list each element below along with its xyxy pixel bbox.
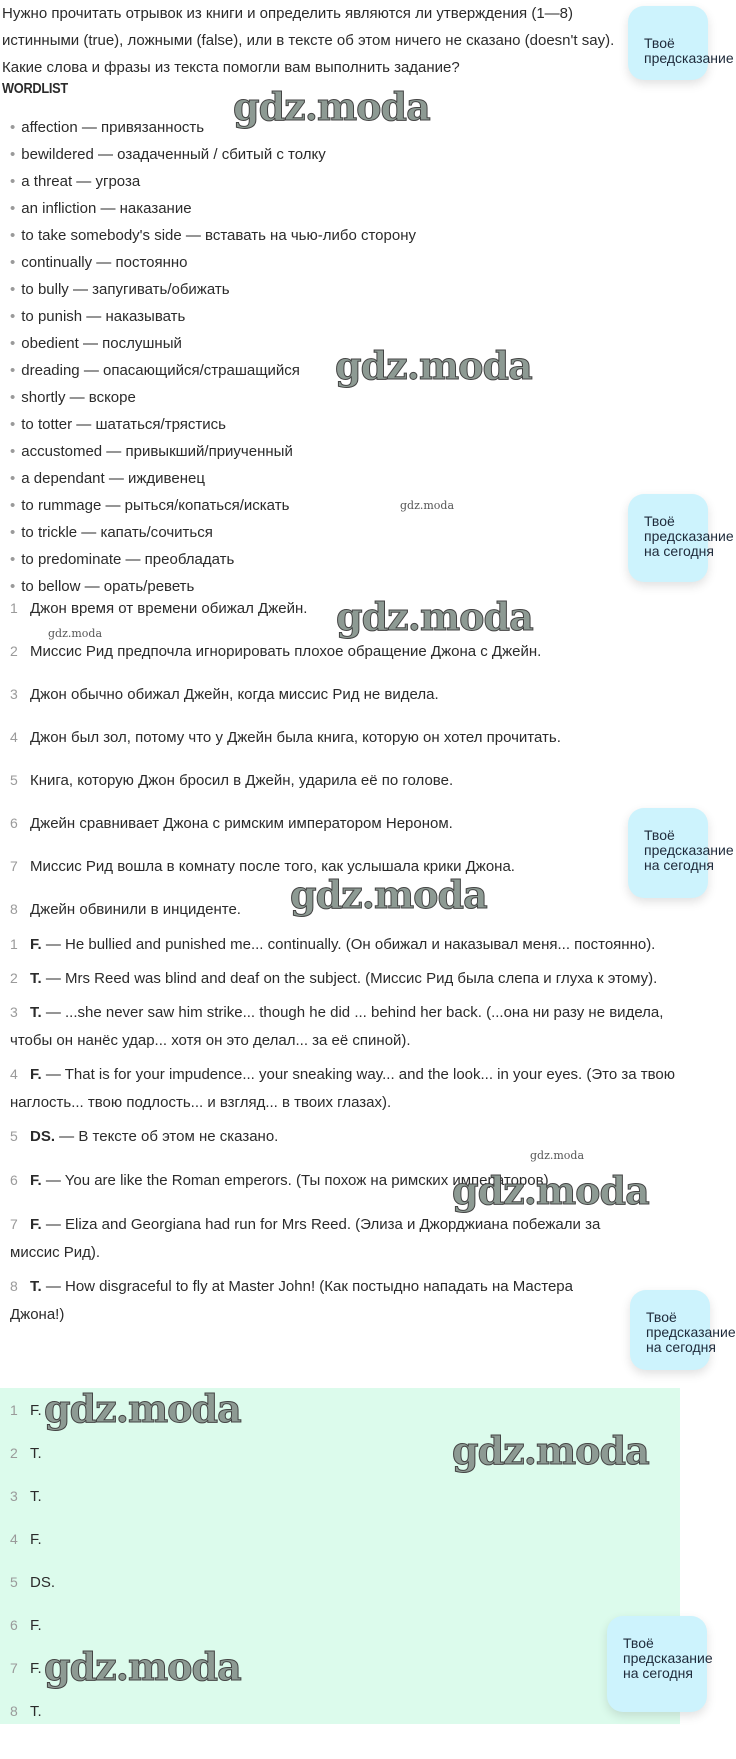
explanation-item xyxy=(10,1272,678,1334)
ad-bubble[interactable] xyxy=(628,6,734,80)
answer-value: F. xyxy=(30,1402,42,1419)
wordlist-text: dreading — опасающийся/страшащийся xyxy=(21,362,300,379)
answer-mark: F. xyxy=(30,1216,42,1233)
explanation-number: 7 xyxy=(10,1216,18,1232)
statements-list xyxy=(10,594,561,941)
bullet-icon: • xyxy=(10,416,16,433)
explanation-text: — ...she never saw him strike... though he did ... behind her back. (...она ни разу не видела, чтобы он нанёс удар... хотя он это делал... за её спиной). xyxy=(10,1004,664,1049)
wordlist-text: a threat — угроза xyxy=(21,173,141,190)
answer-number: 3 xyxy=(10,1488,18,1504)
watermark-logo: gdz.moda xyxy=(233,84,430,129)
bullet-icon: • xyxy=(10,281,16,298)
watermark-logo: gdz.moda xyxy=(530,1149,585,1162)
wordlist-text: to bully — запугивать/обижать xyxy=(21,281,230,298)
watermark-logo: gdz.moda xyxy=(290,872,487,917)
wordlist-text: an infliction — наказание xyxy=(21,200,192,217)
task-description xyxy=(2,0,622,81)
statement-number: 5 xyxy=(10,772,18,788)
ad-text: на сегодня xyxy=(646,1339,716,1355)
statement-number: 2 xyxy=(10,643,18,659)
bullet-icon: • xyxy=(10,362,16,379)
bullet-icon: • xyxy=(10,389,16,406)
wordlist-item xyxy=(10,222,416,249)
answer-value: DS. xyxy=(30,1574,56,1591)
explanation-number: 6 xyxy=(10,1172,18,1188)
wordlist-item xyxy=(10,303,416,330)
answer-value: T. xyxy=(30,1488,42,1505)
ad-bubble[interactable] xyxy=(607,1616,713,1712)
watermark-logo: gdz.moda xyxy=(400,499,455,512)
answer-item xyxy=(10,1571,55,1593)
statement-item xyxy=(10,812,561,855)
ad-text: Твоё xyxy=(644,35,675,51)
answer-item xyxy=(10,1657,42,1679)
wordlist-item xyxy=(10,114,416,141)
explanation-text: — How disgraceful to fly at Master John! (Как постыдно нападать на Мастера Джона!) xyxy=(10,1278,573,1323)
intro-line: истинными (true), ложными (false), или в тексте об этом ничего не сказано (doesn't say). xyxy=(2,32,615,49)
wordlist-title: WORDLIST xyxy=(2,80,68,97)
bullet-icon: • xyxy=(10,470,16,487)
wordlist-text: a dependant — иждивенец xyxy=(21,470,205,487)
statement-text: Джон обычно обижал Джейн, когда миссис Рид не видела. xyxy=(30,686,439,703)
wordlist-text: to rummage — рыться/копаться/искать xyxy=(21,497,290,514)
statement-item xyxy=(10,855,561,898)
ad-text: Твоё xyxy=(644,513,675,529)
ad-text: предсказание xyxy=(644,50,734,66)
wordlist-text: to predominate — преобладать xyxy=(21,551,235,568)
ad-bubble[interactable] xyxy=(628,494,734,582)
wordlist-text: to take somebody's side — вставать на чью-либо сторону xyxy=(21,227,416,244)
wordlist-item xyxy=(10,573,416,600)
answer-item xyxy=(10,1399,42,1421)
statement-item xyxy=(10,726,561,769)
statement-number: 1 xyxy=(10,600,18,616)
wordlist-item xyxy=(10,438,416,465)
explanation-item xyxy=(10,964,678,998)
answer-value: T. xyxy=(30,1445,42,1462)
wordlist-item xyxy=(10,195,416,222)
wordlist-item xyxy=(10,357,416,384)
answer-mark: F. xyxy=(30,1172,42,1189)
statement-number: 6 xyxy=(10,815,18,831)
bullet-icon: • xyxy=(10,146,16,163)
wordlist-item xyxy=(10,249,416,276)
wordlist-text: affection — привязанность xyxy=(21,119,205,136)
ad-text: Твоё xyxy=(623,1635,654,1651)
answer-item xyxy=(10,1528,42,1550)
ad-bubble[interactable] xyxy=(630,1290,736,1370)
statement-text: Книга, которую Джон бросил в Джейн, ударила её по голове. xyxy=(30,772,454,789)
statement-text: Джейн сравнивает Джона с римским императором Нероном. xyxy=(30,815,453,832)
bullet-icon: • xyxy=(10,551,16,568)
explanation-number: 8 xyxy=(10,1278,18,1294)
wordlist-text: to totter — шататься/трястись xyxy=(21,416,226,433)
watermark-logo: gdz.moda xyxy=(335,343,532,388)
explanation-text: — Mrs Reed was blind and deaf on the subject. (Миссис Рид была слепа и глуха к этому). xyxy=(41,970,658,987)
answer-mark: F. xyxy=(30,1066,42,1083)
bullet-icon: • xyxy=(10,119,16,136)
answer-number: 6 xyxy=(10,1617,18,1633)
watermark-logo: gdz.moda xyxy=(44,1386,241,1431)
statement-text: Джон время от времени обижал Джейн. xyxy=(30,600,308,617)
bullet-icon: • xyxy=(10,497,16,514)
explanation-item xyxy=(10,1122,678,1166)
answer-number: 5 xyxy=(10,1574,18,1590)
statement-number: 8 xyxy=(10,901,18,917)
watermark-logo: gdz.moda xyxy=(44,1644,241,1689)
answer-item xyxy=(10,1700,42,1722)
wordlist-text: to bellow — орать/реветь xyxy=(21,578,195,595)
ad-bubble[interactable] xyxy=(628,808,734,898)
answer-value: T. xyxy=(30,1703,42,1720)
ad-text: предсказание xyxy=(646,1324,736,1340)
answer-number: 2 xyxy=(10,1445,18,1461)
bullet-icon: • xyxy=(10,524,16,541)
wordlist-item xyxy=(10,411,416,438)
bullet-icon: • xyxy=(10,173,16,190)
wordlist-text: obedient — послушный xyxy=(21,335,182,352)
statement-number: 3 xyxy=(10,686,18,702)
answer-mark: DS. xyxy=(30,1128,56,1145)
bullet-icon: • xyxy=(10,227,16,244)
explanation-text: — You are like the Roman emperors. (Ты похож на римских императоров). xyxy=(41,1172,553,1189)
wordlist-item xyxy=(10,492,416,519)
wordlist-text: to punish — наказывать xyxy=(21,308,186,325)
statement-item xyxy=(10,594,561,640)
ad-text: на сегодня xyxy=(644,857,714,873)
wordlist-item xyxy=(10,519,416,546)
ad-text: предсказание xyxy=(644,528,734,544)
explanation-text: — That is for your impudence... your sneaking way... and the look... in your eyes. (Это за твою наглость... твою подлость... и взгляд... в твоих глазах). xyxy=(10,1066,676,1111)
statement-number: 7 xyxy=(10,858,18,874)
answer-item xyxy=(10,1614,42,1636)
wordlist-text: continually — постоянно xyxy=(21,254,188,271)
ad-text: на сегодня xyxy=(644,543,714,559)
ad-text: предсказание xyxy=(623,1650,713,1666)
explanation-text: — Eliza and Georgiana had run for Mrs Reed. (Элиза и Джорджиана побежали за миссис Рид). xyxy=(10,1216,601,1261)
ad-text: предсказание xyxy=(644,842,734,858)
statement-text: Миссис Рид предпочла игнорировать плохое обращение Джона с Джейн. xyxy=(30,643,542,660)
watermark-logo: gdz.moda xyxy=(452,1168,649,1213)
answer-number: 7 xyxy=(10,1660,18,1676)
explanation-number: 5 xyxy=(10,1128,18,1144)
statement-text: Джон был зол, потому что у Джейн была книга, которую он хотел прочитать. xyxy=(30,729,561,746)
explanation-number: 3 xyxy=(10,1004,18,1020)
bullet-icon: • xyxy=(10,335,16,352)
wordlist xyxy=(10,114,416,600)
explanation-item xyxy=(10,930,678,964)
wordlist-item xyxy=(10,546,416,573)
answer-item xyxy=(10,1485,42,1507)
answer-number: 1 xyxy=(10,1402,18,1418)
wordlist-item xyxy=(10,276,416,303)
watermark-logo: gdz.moda xyxy=(452,1428,649,1473)
ad-text: Твоё xyxy=(646,1309,677,1325)
answer-number: 8 xyxy=(10,1703,18,1719)
statement-text: Джейн обвинили в инциденте. xyxy=(30,901,241,918)
wordlist-text: bewildered — озадаченный / сбитый с толку xyxy=(21,146,326,163)
explanation-item xyxy=(10,1166,678,1213)
explanation-number: 4 xyxy=(10,1066,18,1082)
bullet-icon: • xyxy=(10,200,16,217)
bullet-icon: • xyxy=(10,308,16,325)
explanation-item xyxy=(10,1210,678,1272)
ad-text: на сегодня xyxy=(623,1665,693,1681)
answer-number: 4 xyxy=(10,1531,18,1547)
wordlist-item xyxy=(10,465,416,492)
explanation-number: 2 xyxy=(10,970,18,986)
statement-item xyxy=(10,683,561,726)
answer-mark: T. xyxy=(30,1004,42,1021)
statement-item xyxy=(10,640,561,683)
explanation-number: 1 xyxy=(10,936,18,952)
statement-item xyxy=(10,769,561,812)
wordlist-item xyxy=(10,141,416,168)
bullet-icon: • xyxy=(10,254,16,271)
wordlist-item xyxy=(10,330,416,357)
answer-mark: T. xyxy=(30,1278,42,1295)
ad-text: Твоё xyxy=(644,827,675,843)
bullet-icon: • xyxy=(10,443,16,460)
wordlist-item xyxy=(10,384,416,411)
explanation-text: — В тексте об этом не сказано. xyxy=(55,1128,279,1145)
wordlist-text: shortly — вскоре xyxy=(21,389,136,406)
wordlist-text: to trickle — капать/сочиться xyxy=(21,524,213,541)
explanation-item xyxy=(10,1060,678,1122)
answer-item xyxy=(10,1442,42,1464)
intro-line: Какие слова и фразы из текста помогли вам выполнить задание? xyxy=(2,59,460,76)
explanations-list xyxy=(10,930,678,1334)
answer-value: F. xyxy=(30,1617,42,1634)
bullet-icon: • xyxy=(10,578,16,595)
answers-section xyxy=(0,1388,680,1724)
wordlist-text: accustomed — привыкший/приученный xyxy=(21,443,293,460)
answer-mark: T. xyxy=(30,970,42,987)
explanation-item xyxy=(10,998,678,1060)
answer-mark: F. xyxy=(30,936,42,953)
statement-number: 4 xyxy=(10,729,18,745)
answer-value: F. xyxy=(30,1531,42,1548)
watermark-logo: gdz.moda xyxy=(48,627,103,640)
wordlist-item xyxy=(10,168,416,195)
watermark-logo: gdz.moda xyxy=(336,594,533,639)
statement-text: Миссис Рид вошла в комнату после того, как услышала крики Джона. xyxy=(30,858,515,875)
answer-value: F. xyxy=(30,1660,42,1677)
intro-line: Нужно прочитать отрывок из книги и определить являются ли утверждения (1—8) xyxy=(2,5,574,22)
explanation-text: — He bullied and punished me... continually. (Он обижал и наказывал меня... постоянно). xyxy=(41,936,656,953)
